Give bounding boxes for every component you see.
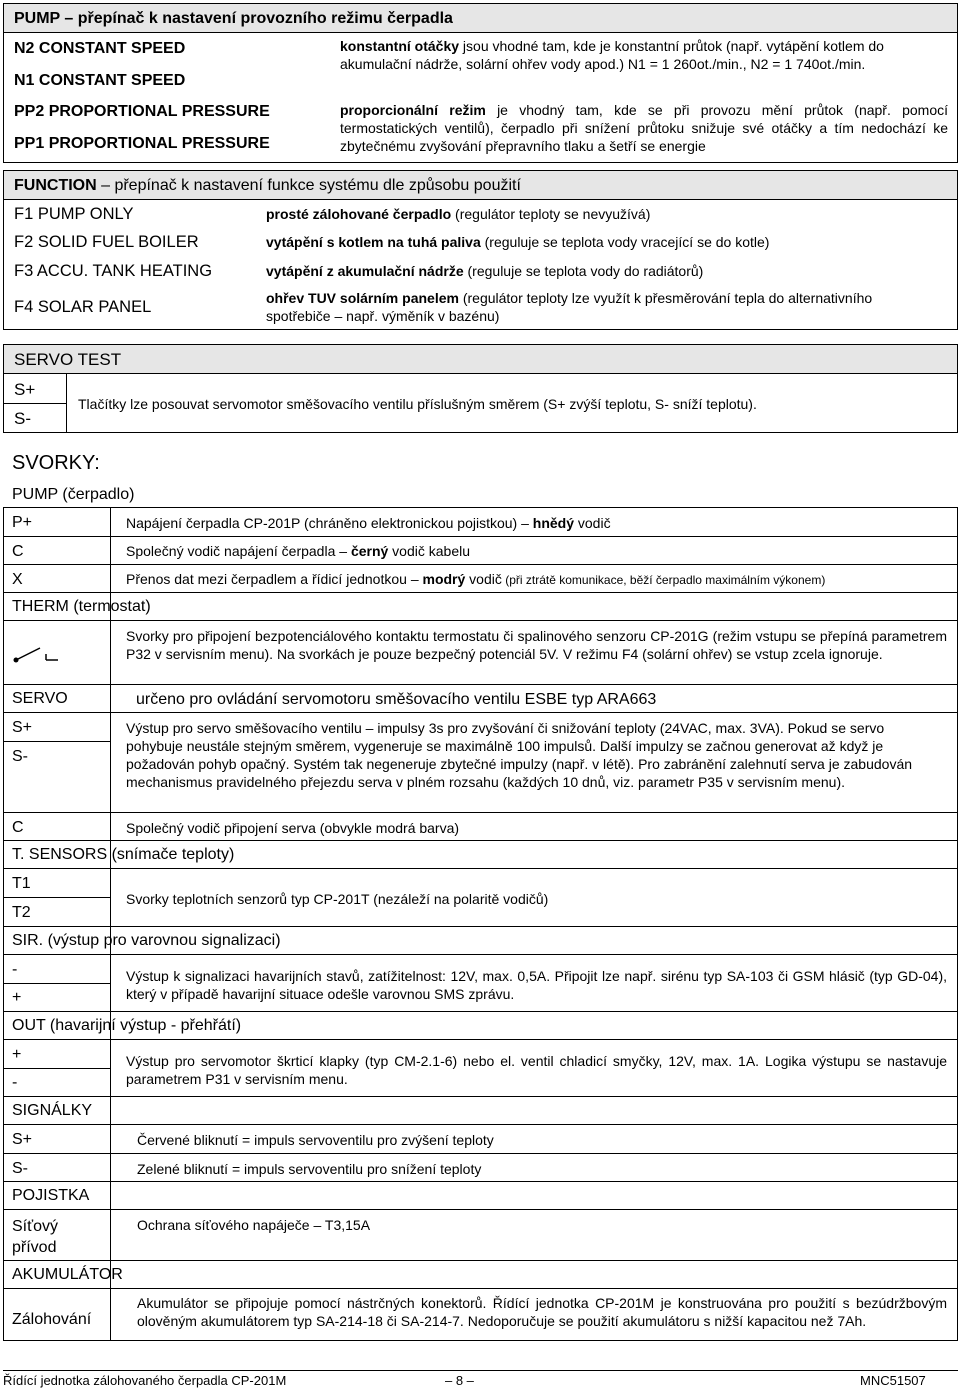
grid-line — [3, 983, 110, 984]
grid-line — [3, 1096, 958, 1097]
grid-line — [3, 684, 958, 685]
constant-desc — [340, 37, 945, 73]
therm-desc: Svorky pro připojení bezpotenciálového kontaktu termostatu či spalinového senzoru CP-201G (režim vstupu se přepíná parametrem P32 v servisním menu). Na svorkách je pouze bezpečný potenciál 5V. V režimu F4 (solární ohřev) se vstup zcela ignoruje. — [126, 628, 947, 662]
function-f2-label: F2 SOLID FUEL BOILER — [14, 233, 199, 251]
grid-line — [3, 1288, 958, 1289]
switch-contact-icon — [12, 642, 62, 666]
mode-n2: N2 CONSTANT SPEED — [14, 40, 186, 57]
servo-c: C — [12, 819, 24, 836]
sir-minus: - — [12, 961, 18, 978]
pojistka-label: Síťový přívod — [12, 1218, 59, 1256]
servo-desc: Výstup pro servo směšovacího ventilu – impulsy 3s pro zvyšování či snižování teploty (24VAC, max. 3VA). Pokud se servo pohybuje neustále stejným směrem, vygeneruje se maximálně 100 impulsů. Další impulzy se začnou generovat až když je požadován pohyb opačný. Systém tak negeneruje zbytečné impulzy (např. v létě). Pro zabránění zalehnutí serva je zabudován mechanismus pravidelného přejezdu serva v plném rozsahu (každých 10 dnů, viz. parametr P35 v servisním menu). — [126, 720, 913, 790]
therm-title: THERM (termostat) — [12, 598, 151, 615]
prop-desc — [340, 101, 948, 155]
grid-line — [3, 1011, 958, 1012]
servo-test-title: SERVO TEST — [14, 350, 122, 369]
pplus-desc-brown: hnědý — [532, 515, 574, 531]
footer-rule — [3, 1370, 958, 1371]
sensor-t2: T2 — [12, 904, 31, 921]
function-f4-label: F4 SOLAR PANEL — [14, 298, 152, 316]
grid-right-edge — [957, 507, 958, 1340]
out-minus: - — [12, 1074, 18, 1091]
function-title-strong: FUNCTION — [14, 177, 97, 194]
grid-line — [3, 564, 958, 565]
akumulator-label: Zálohování — [12, 1311, 92, 1328]
x-desc-c: vodič — [465, 571, 502, 587]
footer-left: Řídící jednotka zálohovaného čerpadla CP-201M — [3, 1373, 287, 1388]
grid-line — [3, 712, 958, 713]
pump-header — [4, 4, 957, 33]
footer-page-number: – 8 – — [445, 1373, 474, 1388]
function-f1-rest: (regulátor teploty se nevyužívá) — [451, 206, 651, 222]
terminal-c-desc — [126, 542, 946, 560]
grid-line — [3, 1340, 958, 1341]
footer-right: MNC51507 — [860, 1373, 926, 1388]
pplus-desc-c: vodič — [574, 515, 611, 531]
signal-splus-desc: Červené bliknutí = impuls servoventilu pro zvýšení teploty — [137, 1132, 494, 1148]
grid-line — [3, 1181, 958, 1182]
grid-left-edge — [3, 507, 4, 1340]
signal-splus: S+ — [12, 1131, 33, 1148]
signal-sminus: S- — [12, 1160, 28, 1177]
function-f3-bold: vytápění z akumulační nádrže — [266, 263, 464, 279]
grid-line — [3, 592, 958, 593]
grid-line — [3, 954, 958, 955]
grid-line — [3, 1039, 958, 1040]
x-desc-a: Přenos dat mezi čerpadlem a řídicí jednotkou – — [126, 571, 423, 587]
sir-desc: Výstup k signalizaci havarijních stavů, zatížitelnost: 12V, max. 0,5A. Připojit lze např. sirénu typ SA-103 či GSM hlásič (typ GD-04), který v případě havarijní situace odešle varovnou SMS zprávu. — [126, 968, 947, 1002]
svorky-title: SVORKY: — [12, 452, 100, 474]
function-f4-rest: (regulátor teploty lze využít k přesměrování tepla do alternativního spotřebiče – např. výměník v bazénu) — [266, 290, 873, 324]
function-f3-label: F3 ACCU. TANK HEATING — [14, 262, 213, 280]
servo-splus: S+ — [12, 719, 33, 736]
grid-line — [3, 1153, 958, 1154]
constant-desc-bold: konstantní otáčky — [340, 38, 460, 54]
grid-line — [3, 507, 958, 508]
sir-title: SIR. (výstup pro varovnou signalizaci) — [12, 932, 281, 949]
terminal-pplus-desc — [126, 514, 946, 532]
terminals-grid-vline — [110, 507, 111, 1340]
servo-test-splus[interactable]: S+ — [14, 380, 36, 399]
terminal-x: X — [12, 571, 23, 588]
pojistka-desc: Ochrana síťového napáječe – T3,15A — [137, 1217, 371, 1233]
mode-n1: N1 CONSTANT SPEED — [14, 72, 186, 89]
grid-line — [3, 926, 958, 927]
function-section — [3, 170, 958, 330]
function-f4-desc — [266, 289, 926, 325]
terminal-pplus: P+ — [12, 514, 33, 531]
pump-title-strong: PUMP — [14, 10, 60, 27]
function-f2-bold: vytápění s kotlem na tuhá paliva — [266, 234, 481, 250]
servo-c-desc: Společný vodič připojení serva (obvykle modrá barva) — [126, 820, 460, 836]
x-desc-small: (při ztrátě komunikace, běží čerpadlo maximálním výkonem) — [501, 573, 826, 587]
sir-plus: + — [12, 989, 22, 1006]
c-desc-c: vodič kabelu — [388, 543, 471, 559]
function-f1-desc — [266, 205, 946, 223]
grid-line — [3, 536, 958, 537]
function-f1-bold: prosté zálohované čerpadlo — [266, 206, 452, 222]
servo-head: určeno pro ovládání servomotoru směšovacího ventilu ESBE typ ARA663 — [136, 691, 657, 708]
grid-line — [3, 840, 958, 841]
servo-test-row-divider — [4, 403, 66, 404]
function-f2-rest: (reguluje se teplota vody vracející se do kotle) — [480, 234, 770, 250]
akumulator-desc: Akumulátor se připojuje pomocí nástrčných konektorů. Řídící jednotka CP-201M je konstruována pro použití s bezúdržbovým olověným akumulátorem typ SA-214-18 či SA-214-7. Nedoporučuje se použití akumulátoru s nižší kapacitou než 7Ah. — [137, 1295, 947, 1329]
grid-line — [3, 1068, 110, 1069]
grid-line — [3, 620, 958, 621]
c-desc-black: černý — [350, 543, 389, 559]
function-f3-rest: (reguluje se teplota vody do radiátorů) — [463, 263, 704, 279]
pojistka-title: POJISTKA — [12, 1187, 90, 1204]
out-plus: + — [12, 1046, 22, 1063]
function-f2-desc — [266, 233, 946, 251]
c-desc-a: Společný vodič napájení čerpadla – — [126, 543, 351, 559]
servo-test-desc: Tlačítky lze posouvat servomotor směšovacího ventilu příslušným směrem (S+ zvýší teplotu, S- sníží teplotu). — [78, 396, 757, 412]
prop-desc-bold: proporcionální režim — [340, 102, 486, 118]
grid-line — [3, 1260, 958, 1261]
terminal-x-desc — [126, 570, 956, 589]
signal-sminus-desc: Zelené bliknutí = impuls servoventilu pro snížení teploty — [137, 1161, 482, 1177]
mode-pp2: PP2 PROPORTIONAL PRESSURE — [14, 103, 270, 120]
servo-test-sminus[interactable]: S- — [14, 409, 31, 428]
out-title: OUT (havarijní výstup - přehřátí) — [12, 1017, 242, 1034]
function-title-rest: – přepínač k nastavení funkce systému dle způsobu použití — [96, 177, 521, 194]
sensors-title: T. SENSORS (snímače teploty) — [12, 846, 235, 863]
sensors-desc: Svorky teplotních senzorů typ CP-201T (nezáleží na polaritě vodičů) — [126, 891, 549, 907]
sensor-t1: T1 — [12, 875, 31, 892]
signalky-title: SIGNÁLKY — [12, 1102, 93, 1119]
function-f3-desc — [266, 262, 946, 280]
grid-line — [3, 812, 958, 813]
grid-line — [3, 1209, 958, 1210]
grid-line — [3, 868, 958, 869]
servo-test-section — [3, 344, 958, 433]
mode-pp1: PP1 PROPORTIONAL PRESSURE — [14, 135, 270, 152]
out-desc: Výstup pro servomotor škrticí klapky (typ CM-2.1-6) nebo el. ventil chladicí smyčky, 12V, max. 1A. Logika výstupu se nastavuje parametrem P31 v servisním menu. — [126, 1053, 947, 1087]
pump-terminals-title: PUMP (čerpadlo) — [12, 486, 135, 503]
servo-title: SERVO — [12, 690, 68, 707]
function-f4-bold: ohřev TUV solárním panelem — [266, 290, 459, 306]
constant-desc-rest: jsou vhodné tam, kde je konstantní průtok (např. vytápění kotlem do akumulační nádrže, solární ohřev vody apod.) N1 = 1 260ot./min., N2 = 1 740ot./min. — [340, 38, 884, 72]
pump-section — [3, 3, 958, 163]
terminal-c: C — [12, 543, 24, 560]
prop-desc-rest: je vhodný tam, kde se při provozu mění průtok (např. pomocí termostatických ventilů), čerpadlo při snížení průtoku snižuje své otáčky a tím nedochází ke zbytečnému zvyšování přepravního tlaku a šetří se energie — [340, 102, 949, 154]
pplus-desc-a: Napájení čerpadla CP-201P (chráněno elektronickou pojistkou) – — [126, 515, 533, 531]
servo-test-col-divider — [66, 374, 67, 432]
servo-sminus: S- — [12, 748, 28, 765]
grid-line — [3, 741, 110, 742]
grid-line — [3, 1124, 958, 1125]
grid-line — [3, 897, 110, 898]
pump-title-rest: – přepínač k nastavení provozního režimu čerpadla — [59, 10, 453, 27]
function-f1-label: F1 PUMP ONLY — [14, 205, 134, 223]
servo-test-header — [4, 345, 957, 374]
akumulator-title: AKUMULÁTOR — [12, 1266, 123, 1283]
x-desc-blue: modrý — [422, 571, 466, 587]
function-header — [4, 171, 957, 200]
